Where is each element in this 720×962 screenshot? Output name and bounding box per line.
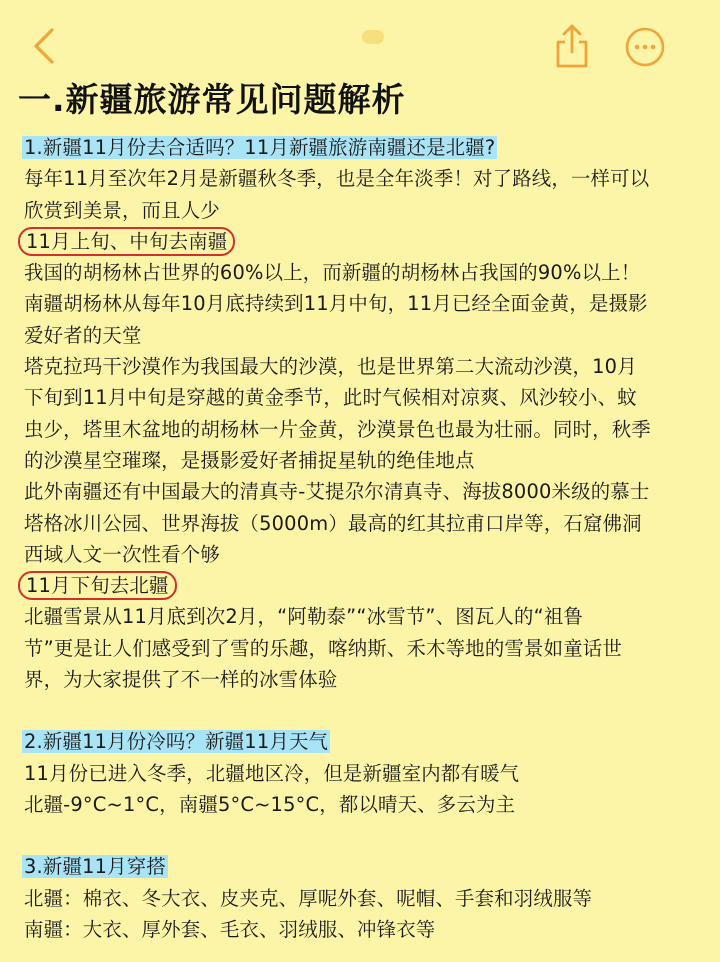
- paragraph-line: 塔格冰川公园、世界海拔（5000m）最高的红其拉甫口岸等，石窟佛洞: [24, 511, 642, 535]
- paragraph-line: 北疆雪景从11月底到次2月，“阿勒泰”“冰雪节”、图瓦人的“祖鲁: [24, 605, 584, 629]
- paragraph-line: 西域人文一次性看个够: [24, 542, 220, 566]
- article-body: [24, 132, 704, 945]
- top-toolbar: [0, 0, 720, 80]
- paragraph-line: 南疆胡杨林从每年10月底持续到11月中旬，11月已经全面金黄，是摄影: [24, 292, 648, 316]
- paragraph-line: 此外南疆还有中国最大的清真寺-艾提尕尔清真寺、海拔8000米级的慕士: [24, 480, 650, 504]
- decorative-dot: [362, 30, 384, 44]
- north-xinjiang-heading: 11月下旬去北疆: [18, 571, 177, 600]
- section2-question: 2.新疆11月份冷吗？新疆11月天气: [24, 730, 329, 754]
- paragraph-line: 界，为大家提供了不一样的冰雪体验: [24, 668, 338, 692]
- more-options-icon[interactable]: [624, 26, 666, 68]
- south-xinjiang-heading: 11月上旬、中旬去南疆: [18, 227, 235, 256]
- page-title: 一.新疆旅游常见问题解析: [18, 80, 406, 119]
- paragraph-line: 塔克拉玛干沙漠作为我国最大的沙漠，也是世界第二大流动沙漠，10月: [24, 355, 637, 379]
- paragraph-line: 北疆-9°C~1°C，南疆5°C~15°C，都以晴天、多云为主: [24, 792, 516, 816]
- paragraph-line: 节”更是让人们感受到了雪的乐趣，喀纳斯、禾木等地的雪景如童话世: [24, 636, 622, 660]
- paragraph-line: 每年11月至次年2月是新疆秋冬季，也是全年淡季！对了路线，一样可以: [24, 167, 650, 191]
- paragraph-line: 我国的胡杨林占世界的60%以上，而新疆的胡杨林占我国的90%以上！: [24, 261, 641, 285]
- paragraph-line: 的沙漠星空璀璨，是摄影爱好者捕捉星轨的绝佳地点: [24, 448, 475, 472]
- paragraph-line: 下旬到11月中旬是穿越的黄金季节，此时气候相对凉爽、风沙较小、蚊: [24, 386, 637, 410]
- paragraph-line: 南疆：大衣、厚外套、毛衣、羽绒服、冲锋衣等: [24, 917, 436, 941]
- section1-question: 1.新疆11月份去合适吗？11月新疆旅游南疆还是北疆?: [24, 136, 496, 159]
- section3-question: 3.新疆11月穿搭: [24, 855, 166, 879]
- paragraph-line: 虫少，塔里木盆地的胡杨林一片金黄，沙漠景色也最为壮丽。同时，秋季: [24, 417, 651, 441]
- share-icon[interactable]: [552, 22, 592, 70]
- back-chevron-icon[interactable]: [26, 24, 62, 68]
- paragraph-line: 爱好者的天堂: [24, 323, 142, 347]
- paragraph-line: 北疆：棉衣、冬大衣、皮夹克、厚呢外套、呢帽、手套和羽绒服等: [24, 886, 593, 910]
- paragraph-line: 11月份已进入冬季，北疆地区冷，但是新疆室内都有暖气: [24, 761, 520, 785]
- paragraph-line: 欣赏到美景，而且人少: [24, 198, 220, 222]
